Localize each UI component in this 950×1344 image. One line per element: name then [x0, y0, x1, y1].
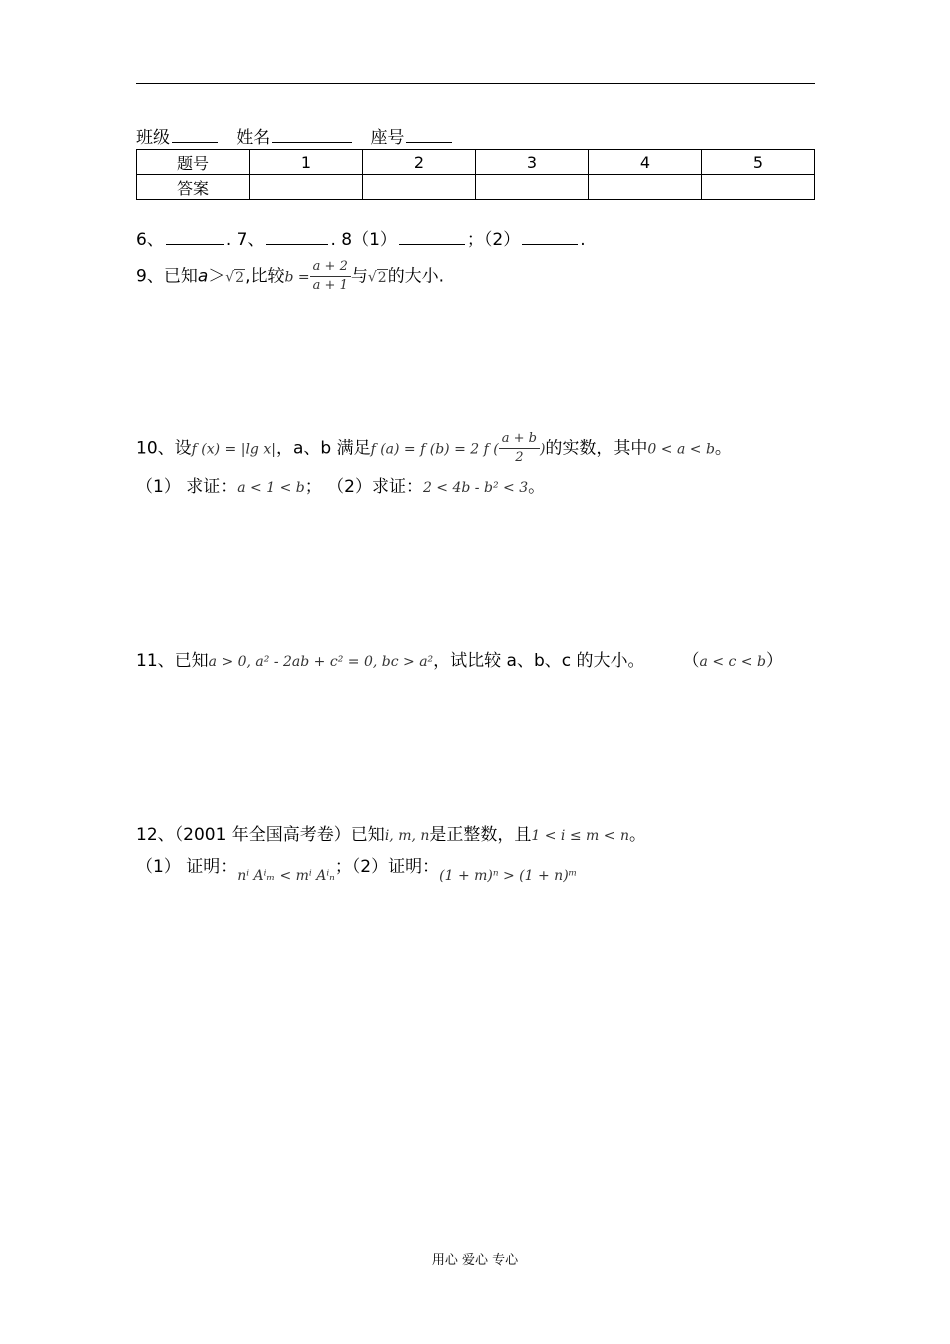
question-10-parts: [136, 476, 545, 499]
q12-text: 是正整数，且: [429, 825, 532, 845]
answer-table: [136, 149, 815, 200]
q9-tail: 的大小.: [387, 266, 445, 287]
q10-part1-expr: a < 1 < b: [237, 480, 305, 496]
q9-fraction: [310, 258, 351, 295]
q7-blank[interactable]: [266, 228, 328, 245]
q12-part2-label: ；（2）证明：: [334, 857, 440, 877]
question-number-row: [137, 150, 815, 175]
fill-blank-end: .: [580, 230, 586, 250]
answer-cell[interactable]: [363, 175, 476, 200]
q10-eq-left: f (a) = f (b) = 2 f (: [370, 441, 499, 458]
q10-text: ，a、b 满足: [275, 438, 371, 459]
seat-label: 座号: [370, 128, 405, 148]
q9-compare: ,比较: [245, 266, 285, 287]
header-rule: [136, 83, 815, 84]
question-10: [136, 430, 732, 468]
q11-answer: a < c < b: [699, 654, 766, 670]
q12-part1-label: （1） 证明：: [136, 857, 238, 877]
seat-blank[interactable]: [406, 126, 452, 143]
q12-end: 。: [628, 825, 646, 845]
table-row-header: 答案: [137, 175, 250, 200]
q10-end: 。: [714, 438, 732, 459]
page-footer: 用心 爱心 专心: [431, 1253, 519, 1268]
q6-blank[interactable]: [166, 228, 224, 245]
q11-text: ，试比较 a、b、c 的大小。: [433, 651, 645, 671]
answer-cell[interactable]: [250, 175, 363, 200]
q9-with: 与: [350, 266, 368, 287]
q10-text2: 的实数，其中: [545, 438, 648, 459]
question-number-cell: 3: [476, 150, 589, 175]
q8-label: . 8（1）: [330, 230, 397, 250]
table-row-header: 题号: [137, 150, 250, 175]
answer-cell[interactable]: [702, 175, 815, 200]
q12-vars: i, m, n: [384, 828, 430, 844]
question-number-cell: 5: [702, 150, 815, 175]
q9-numerator: a + 2: [310, 258, 351, 277]
q7-label: . 7、: [225, 230, 265, 250]
name-blank[interactable]: [272, 126, 352, 143]
q10-function: f (x) = |lg x|: [191, 441, 276, 458]
q11-answer-open: （: [682, 651, 700, 671]
q10-fraction: [499, 430, 540, 467]
q11-answer-close: ）: [765, 651, 783, 671]
q10-condition: 0 < a < b: [647, 441, 715, 458]
q12-condition: 1 < i ≤ m < n: [531, 828, 629, 844]
q8-2-blank[interactable]: [522, 228, 578, 245]
q10-part2-end: 。: [528, 477, 546, 497]
student-info-line: [136, 126, 454, 149]
q10-label: 10、设: [136, 438, 192, 459]
class-label: 班级: [136, 128, 170, 148]
answer-row: [137, 175, 815, 200]
question-number-cell: 2: [363, 150, 476, 175]
q11-condition: a > 0, a² - 2ab + c² = 0, bc > a²: [208, 654, 434, 670]
class-blank[interactable]: [172, 126, 218, 143]
q12-part1-expr: nⁱ Aⁱₘ < mⁱ Aⁱₙ: [237, 868, 335, 884]
sqrt2-expr: √2: [367, 269, 387, 286]
fill-blank-line: [136, 228, 586, 251]
q9-gt: ＞: [208, 266, 226, 287]
q10-part1-label: （1） 求证：: [136, 477, 238, 497]
question-9: [136, 258, 444, 296]
q9-denominator: a + 1: [312, 278, 348, 293]
answer-cell[interactable]: [476, 175, 589, 200]
q10-numerator: a + b: [499, 430, 540, 449]
q10-denominator: 2: [515, 450, 524, 465]
q12-label: 12、（2001 年全国高考卷）已知: [136, 825, 385, 845]
question-number-cell: 4: [589, 150, 702, 175]
q8-separator: ；（2）: [466, 230, 521, 250]
q10-part2-expr: 2 < 4b - b² < 3: [422, 480, 529, 496]
sqrt2-expr: √2: [225, 269, 245, 286]
q9-b-eq: b =: [284, 269, 310, 286]
q6-label: 6、: [136, 230, 164, 250]
q10-eq-right: ): [539, 441, 546, 458]
q9-label: 9、已知: [136, 266, 198, 287]
question-11: [136, 650, 783, 673]
q8-1-blank[interactable]: [399, 228, 465, 245]
question-12-parts: [136, 852, 577, 883]
q12-part2-expr: (1 + m)ⁿ > (1 + n)ᵐ: [439, 868, 578, 884]
q9-var-a: a: [197, 266, 209, 287]
question-number-cell: 1: [250, 150, 363, 175]
question-12: [136, 824, 646, 847]
q10-part2-label: ； （2）求证：: [304, 477, 423, 497]
answer-cell[interactable]: [589, 175, 702, 200]
q11-label: 11、已知: [136, 651, 209, 671]
name-label: 姓名: [236, 128, 271, 148]
